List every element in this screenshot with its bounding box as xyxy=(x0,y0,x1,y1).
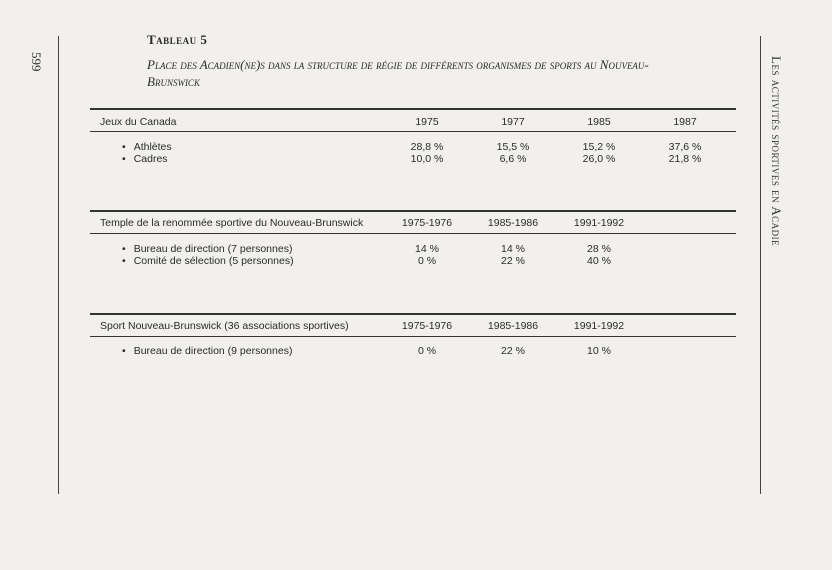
row-label: • Comité de sélection (5 personnes) xyxy=(122,255,294,267)
table-caption: Place des Acadien(ne)s dans la structure de régie de différents organismes de sports au Nouveau-Brunswick xyxy=(147,57,649,89)
row-value: 6,6 % xyxy=(499,153,527,165)
row-value: 28,8 % xyxy=(410,141,444,153)
section-top-rule xyxy=(90,108,736,110)
row-value: 37,6 % xyxy=(668,141,702,153)
section-title: Sport Nouveau-Brunswick (36 associations sportives) xyxy=(100,320,349,332)
year-header: 1975-1976 xyxy=(401,217,453,229)
section-title: Jeux du Canada xyxy=(100,116,177,128)
running-head: Les activités sportives en Acadie xyxy=(769,56,784,247)
section-top-rule xyxy=(90,313,736,315)
section-title: Temple de la renommée sportive du Nouveau-Brunswick xyxy=(100,217,364,229)
year-header: 1985-1986 xyxy=(487,217,539,229)
row-label: • Cadres xyxy=(122,153,168,165)
section-header-rule xyxy=(90,336,736,337)
left-margin-rule xyxy=(58,36,59,494)
row-value: 14 % xyxy=(415,243,439,255)
row-value: 22 % xyxy=(501,345,525,357)
year-header: 1987 xyxy=(673,116,697,128)
row-value: 10,0 % xyxy=(410,153,444,165)
row-value: 15,2 % xyxy=(582,141,616,153)
section-header-rule xyxy=(90,131,736,132)
year-header: 1975-1976 xyxy=(401,320,453,332)
row-label: • Athlètes xyxy=(122,141,172,153)
row-value: 14 % xyxy=(501,243,525,255)
row-value: 10 % xyxy=(587,345,611,357)
year-header: 1985 xyxy=(587,116,611,128)
page-number: 599 xyxy=(29,52,44,72)
table-label: Tableau 5 xyxy=(147,32,208,47)
section-top-rule xyxy=(90,210,736,212)
row-value: 21,8 % xyxy=(668,153,702,165)
row-value: 28 % xyxy=(587,243,611,255)
year-header: 1975 xyxy=(415,116,439,128)
row-label: • Bureau de direction (9 personnes) xyxy=(122,345,292,357)
row-value: 0 % xyxy=(417,345,437,357)
right-margin-rule xyxy=(760,36,761,494)
year-header: 1985-1986 xyxy=(487,320,539,332)
row-value: 0 % xyxy=(417,255,437,267)
row-label: • Bureau de direction (7 personnes) xyxy=(122,243,292,255)
row-value: 15,5 % xyxy=(496,141,530,153)
section-header-rule xyxy=(90,233,736,234)
year-header: 1977 xyxy=(501,116,525,128)
year-header: 1991-1992 xyxy=(573,320,625,332)
row-value: 22 % xyxy=(501,255,525,267)
year-header: 1991-1992 xyxy=(573,217,625,229)
row-value: 26,0 % xyxy=(582,153,616,165)
row-value: 40 % xyxy=(587,255,611,267)
